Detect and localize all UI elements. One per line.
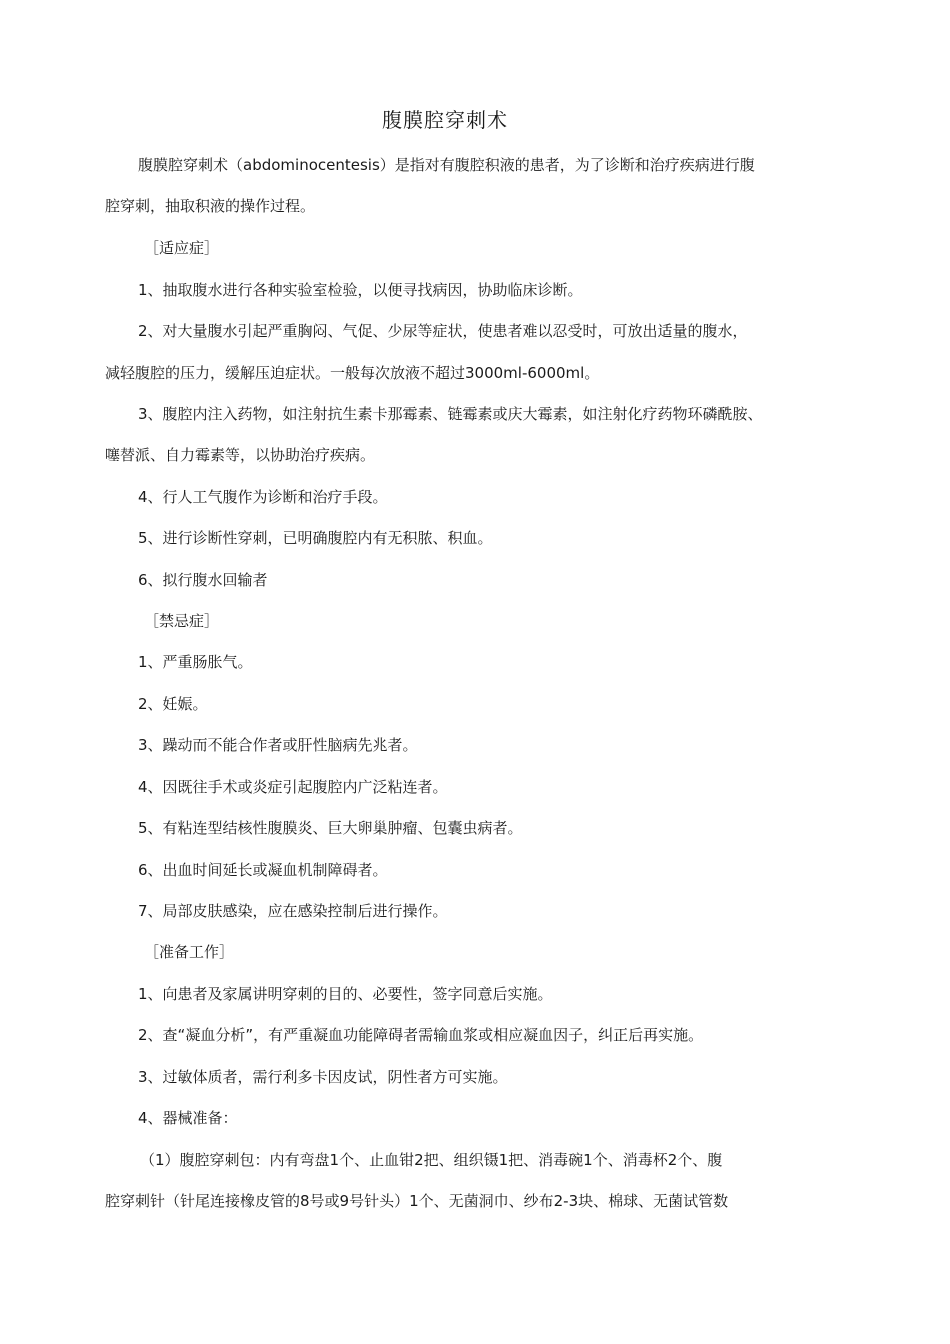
contraindication-item-7: 7、局部皮肤感染，应在感染控制后进行操作。 — [138, 902, 448, 920]
preparation-item-2: 2、查“凝血分析”，有严重凝血功能障碍者需输血浆或相应凝血因子，纠正后再实施。 — [138, 1026, 704, 1044]
contraindication-item-6: 6、出血时间延长或凝血机制障碍者。 — [138, 861, 388, 879]
intro-line-2: 腔穿刺，抽取积液的操作过程。 — [105, 197, 316, 215]
intro-line-1: 腹膜腔穿刺术（abdominocentesis）是指对有腹腔积液的患者，为了诊断和治疗疾病进行腹 — [138, 156, 755, 174]
contraindication-item-3: 3、躁动而不能合作者或肝性脑病先兆者。 — [138, 736, 418, 754]
preparation-subitem-1-cont: 腔穿刺针（针尾连接橡皮管的8号或9号针头）1个、无菌洞巾、纱布2-3块、棉球、无菌试管数 — [105, 1192, 729, 1210]
preparation-item-1: 1、向患者及家属讲明穿刺的目的、必要性，签字同意后实施。 — [138, 985, 553, 1003]
preparation-item-3: 3、过敏体质者，需行利多卡因皮试，阴性者方可实施。 — [138, 1068, 508, 1086]
indication-item-3: 3、腹腔内注入药物，如注射抗生素卡那霉素、链霉素或庆大霉素，如注射化疗药物环磷酰胺、 — [138, 405, 763, 423]
contraindication-item-2: 2、妊娠。 — [138, 695, 208, 713]
section-heading-contraindications: ［禁忌症］ — [144, 612, 220, 630]
contraindication-item-5: 5、有粘连型结核性腹膜炎、巨大卵巢肿瘤、包囊虫病者。 — [138, 819, 523, 837]
indication-item-1: 1、抽取腹水进行各种实验室检验，以便寻找病因，协助临床诊断。 — [138, 281, 583, 299]
indication-item-5: 5、进行诊断性穿刺，已明确腹腔内有无积脓、积血。 — [138, 529, 493, 547]
indication-item-6: 6、拟行腹水回输者 — [138, 571, 268, 589]
preparation-subitem-1: （1）腹腔穿刺包：内有弯盘1个、止血钳2把、组织镊1把、消毒碗1个、消毒杯2个、腹 — [140, 1151, 723, 1169]
indication-item-4: 4、行人工气腹作为诊断和治疗手段。 — [138, 488, 388, 506]
indication-item-2: 2、对大量腹水引起严重胸闷、气促、少尿等症状，使患者难以忍受时，可放出适量的腹水， — [138, 322, 748, 340]
document-title: 腹膜腔穿刺术 — [382, 108, 508, 132]
contraindication-item-1: 1、严重肠胀气。 — [138, 653, 253, 671]
section-heading-indications: ［适应症］ — [144, 239, 220, 257]
preparation-item-4: 4、器械准备： — [138, 1109, 238, 1127]
contraindication-item-4: 4、因既往手术或炎症引起腹腔内广泛粘连者。 — [138, 778, 448, 796]
indication-item-2-cont: 减轻腹腔的压力，缓解压迫症状。一般每次放液不超过3000ml-6000ml。 — [105, 364, 600, 382]
indication-item-3-cont: 噻替派、自力霉素等，以协助治疗疾病。 — [105, 446, 376, 464]
section-heading-preparation: ［准备工作］ — [144, 943, 235, 961]
